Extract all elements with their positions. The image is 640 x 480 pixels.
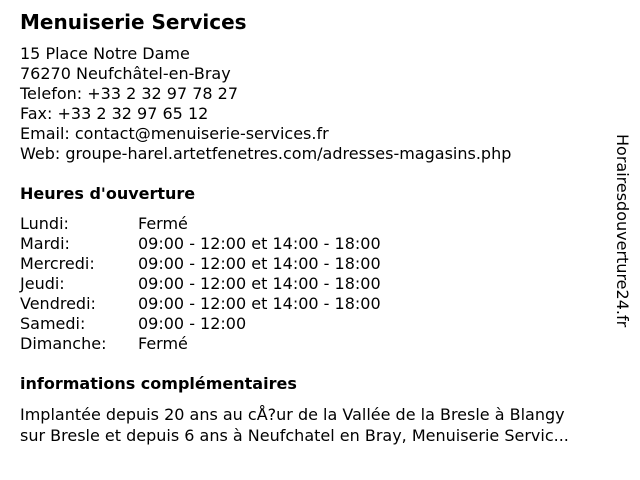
day-label: Mercredi: bbox=[20, 254, 95, 273]
email-address: Email: contact@menuiserie-services.fr bbox=[20, 124, 329, 143]
day-label: Vendredi: bbox=[20, 294, 96, 313]
address-street: 15 Place Notre Dame bbox=[20, 44, 190, 63]
day-label: Samedi: bbox=[20, 314, 86, 333]
business-description bbox=[20, 404, 620, 446]
info-heading: informations complémentaires bbox=[20, 374, 297, 393]
time-value: 09:00 - 12:00 et 14:00 - 18:00 bbox=[138, 274, 381, 293]
description-line: Implantée depuis 20 ans au cÅ?ur de la Vallée de la Bresle à Blangy bbox=[20, 405, 565, 424]
time-value: 09:00 - 12:00 et 14:00 - 18:00 bbox=[138, 254, 381, 273]
day-label: Lundi: bbox=[20, 214, 69, 233]
time-value: 09:00 - 12:00 et 14:00 - 18:00 bbox=[138, 234, 381, 253]
time-value: Fermé bbox=[138, 334, 188, 353]
phone-number: Telefon: +33 2 32 97 78 27 bbox=[20, 84, 239, 103]
day-label: Mardi: bbox=[20, 234, 70, 253]
time-value: 09:00 - 12:00 bbox=[138, 314, 247, 333]
site-watermark: Horairesdouverture24.fr bbox=[613, 134, 632, 328]
fax-number: Fax: +33 2 32 97 65 12 bbox=[20, 104, 209, 123]
address-city: 76270 Neufchâtel-en-Bray bbox=[20, 64, 231, 83]
time-value: Fermé bbox=[138, 214, 188, 233]
day-label: Jeudi: bbox=[20, 274, 65, 293]
description-line: sur Bresle et depuis 6 ans à Neufchatel en Bray, Menuiserie Servic... bbox=[20, 426, 569, 445]
hours-heading: Heures d'ouverture bbox=[20, 184, 196, 203]
day-label: Dimanche: bbox=[20, 334, 107, 353]
business-name: Menuiserie Services bbox=[20, 10, 247, 34]
website-url: Web: groupe-harel.artetfenetres.com/adresses-magasins.php bbox=[20, 144, 512, 163]
time-value: 09:00 - 12:00 et 14:00 - 18:00 bbox=[138, 294, 381, 313]
contact-block bbox=[20, 44, 511, 164]
